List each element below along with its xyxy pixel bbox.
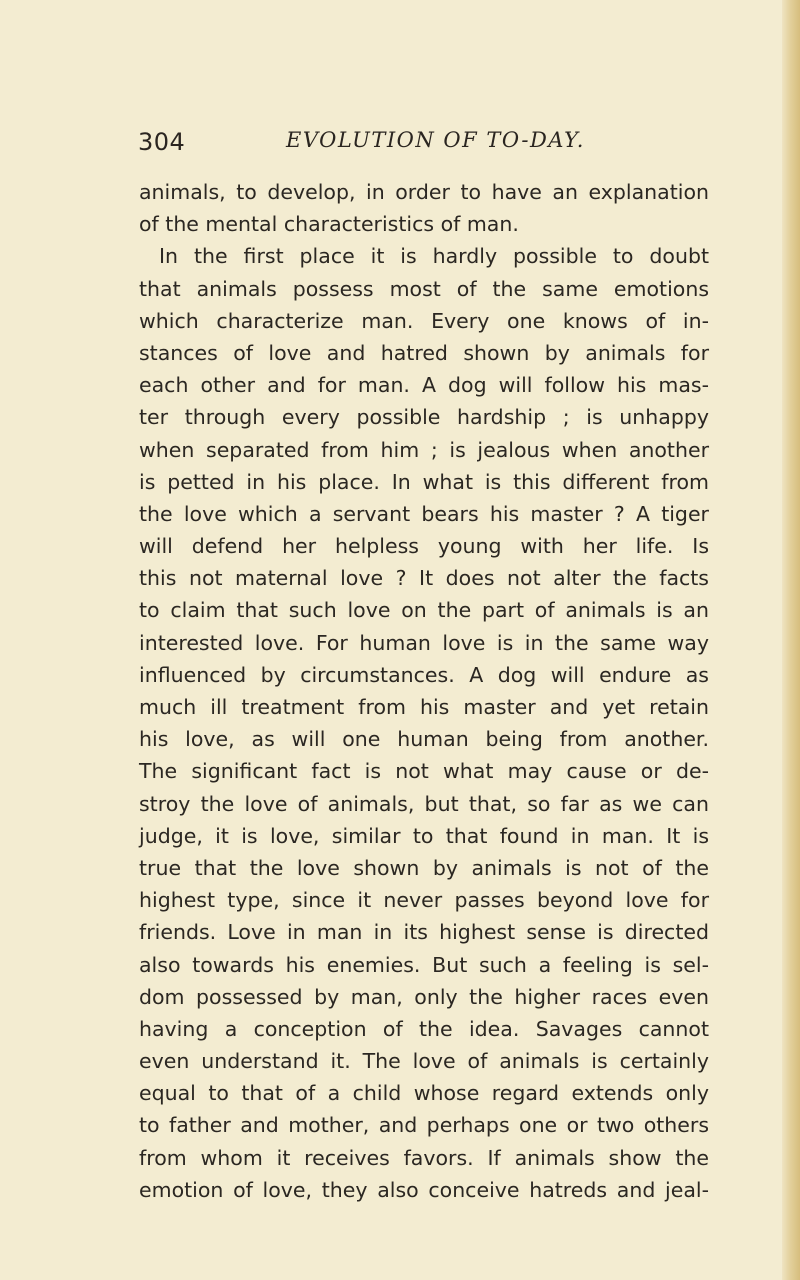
text-line: emotion of love, they also conceive hatreds and jeal-	[139, 1177, 709, 1202]
text-line: The significant fact is not what may cause or de-	[139, 759, 709, 784]
text-line: highest type, since it never passes beyond love for	[139, 888, 709, 913]
text-line: also towards his enemies. But such a feeling is sel-	[139, 952, 709, 977]
text-line: ter through every possible hardship ; is unhappy	[139, 405, 709, 430]
text-line: each other and for man. A dog will follow his mas-	[139, 373, 709, 398]
text-line: friends. Love in man in its highest sense is directed	[139, 920, 709, 945]
text-line: even understand it. The love of animals is certainly	[139, 1049, 709, 1074]
page-number: 304	[138, 128, 186, 156]
text-line: true that the love shown by animals is not of the	[139, 855, 709, 880]
text-line: influenced by circumstances. A dog will endure as	[139, 662, 709, 687]
text-line: the love which a servant bears his master ? A tiger	[139, 501, 709, 526]
text-line: when separated from him ; is jealous when another	[139, 437, 709, 462]
page-header	[138, 122, 708, 162]
text-line: equal to that of a child whose regard extends only	[139, 1081, 709, 1106]
text-line: which characterize man. Every one knows of in-	[139, 308, 709, 333]
text-line: dom possessed by man, only the higher races even	[139, 984, 709, 1009]
text-line: much ill treatment from his master and yet retain	[139, 695, 709, 719]
text-line: stroy the love of animals, but that, so far as we can	[139, 791, 709, 816]
body-text	[139, 176, 709, 1206]
page-edge	[782, 0, 800, 1280]
running-title: EVOLUTION OF TO-DAY.	[286, 128, 585, 152]
text-line: having a conception of the idea. Savages cannot	[139, 1016, 709, 1041]
text-line: of the mental characteristics of man.	[139, 212, 519, 237]
text-line: stances of love and hatred shown by animals for	[139, 340, 709, 365]
text-line: that animals possess most of the same emotions	[139, 276, 709, 301]
text-line: his love, as will one human being from another.	[139, 727, 709, 752]
text-line: from whom it receives favors. If animals show the	[139, 1145, 709, 1170]
text-line: will defend her helpless young with her life. Is	[139, 534, 709, 559]
text-line: judge, it is love, similar to that found in man. It is	[139, 823, 709, 848]
text-line: is petted in his place. In what is this different from	[139, 469, 709, 494]
text-line: animals, to develop, in order to have an explanation	[139, 180, 709, 204]
text-line: to claim that such love on the part of animals is an	[139, 598, 709, 623]
text-line: interested love. For human love is in the same way	[139, 630, 709, 655]
text-line: In the first place it is hardly possible to doubt	[159, 244, 709, 269]
text-line: this not maternal love ? It does not alter the facts	[139, 566, 709, 591]
text-line: to father and mother, and perhaps one or two others	[139, 1113, 709, 1138]
